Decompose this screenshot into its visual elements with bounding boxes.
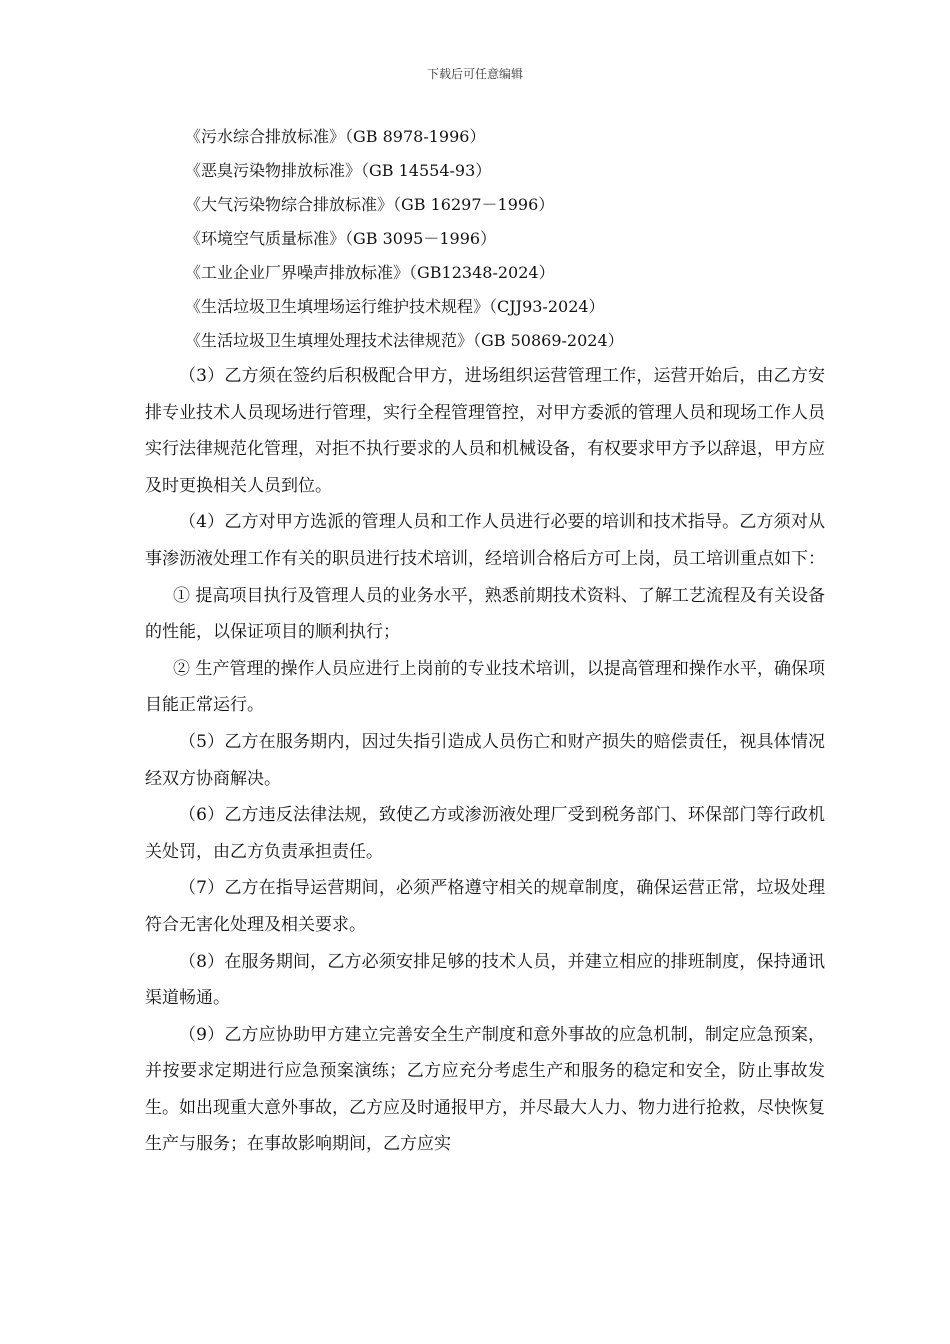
standard-item: 《生活垃圾卫生填埋场运行维护技术规程》（CJJ93-2024） xyxy=(185,297,605,316)
document-body xyxy=(145,120,825,1163)
standard-item: 《污水综合排放标准》（GB 8978-1996） xyxy=(185,127,486,146)
standard-item: 《恶臭污染物排放标准》（GB 14554-93） xyxy=(185,161,492,180)
clause-5-paragraph: （5）乙方在服务期内，因过失指引造成人员伤亡和财产损失的赔偿责任，视具体情况经双方协商解决。 xyxy=(145,731,825,789)
standard-item: 《生活垃圾卫生填埋处理技术法律规范》（GB 50869-2024） xyxy=(185,331,624,350)
clause-6-paragraph: （6）乙方违反法律法规，致使乙方或渗沥液处理厂受到税务部门、环保部门等行政机关处罚，由乙方负责承担责任。 xyxy=(145,805,825,862)
clause-7-paragraph: （7）乙方在指导运营期间，必须严格遵守相关的规章制度，确保运营正常，垃圾处理符合无害化处理及相关要求。 xyxy=(145,878,825,935)
standard-item: 《工业企业厂界噪声排放标准》（GB12348-2024） xyxy=(185,263,555,282)
standard-item: 《大气污染物综合排放标准》（GB 16297－1996） xyxy=(185,195,555,214)
clause-8-paragraph: （8）在服务期间，乙方必须安排足够的技术人员，并建立相应的排班制度，保持通讯渠道畅通。 xyxy=(145,951,825,1009)
clause-3-paragraph: （3）乙方须在签约后积极配合甲方，进场组织运营管理工作，运营开始后，由乙方安排专业技术人员现场进行管理，实行全程管理管控，对甲方委派的管理人员和现场工作人员实行法律规范化管理，对拒不执行要求的人员和机械设备，有权要求甲方予以辞退，甲方应及时更换相关人员到位。 xyxy=(145,366,825,496)
clause-4-paragraph: （4）乙方对甲方选派的管理人员和工作人员进行必要的培训和技术指导。乙方须对从事渗沥液处理工作有关的职员进行技术培训，经培训合格后方可上岗，员工培训重点如下： xyxy=(145,512,825,569)
clause-9-paragraph: （9）乙方应协助甲方建立完善安全生产制度和意外事故的应急机制，制定应急预案，并按要求定期进行应急预案演练；乙方应充分考虑生产和服务的稳定和安全，防止事故发生。如出现重大意外事故，乙方应及时通报甲方，并尽最大人力、物力进行抢救，尽快恢复生产与服务；在事故影响期间，乙方应实 xyxy=(145,1024,825,1155)
standard-item: 《环境空气质量标准》（GB 3095－1996） xyxy=(185,229,497,248)
page-header: 下载后可任意编辑 xyxy=(426,67,523,81)
training-item-1: ① 提高项目执行及管理人员的业务水平，熟悉前期技术资料、了解工艺流程及有关设备的性能，以保证项目的顺利执行； xyxy=(145,585,825,643)
training-item-2: ② 生产管理的操作人员应进行上岗前的专业技术培训，以提高管理和操作水平，确保项目能正常运行。 xyxy=(145,658,825,716)
